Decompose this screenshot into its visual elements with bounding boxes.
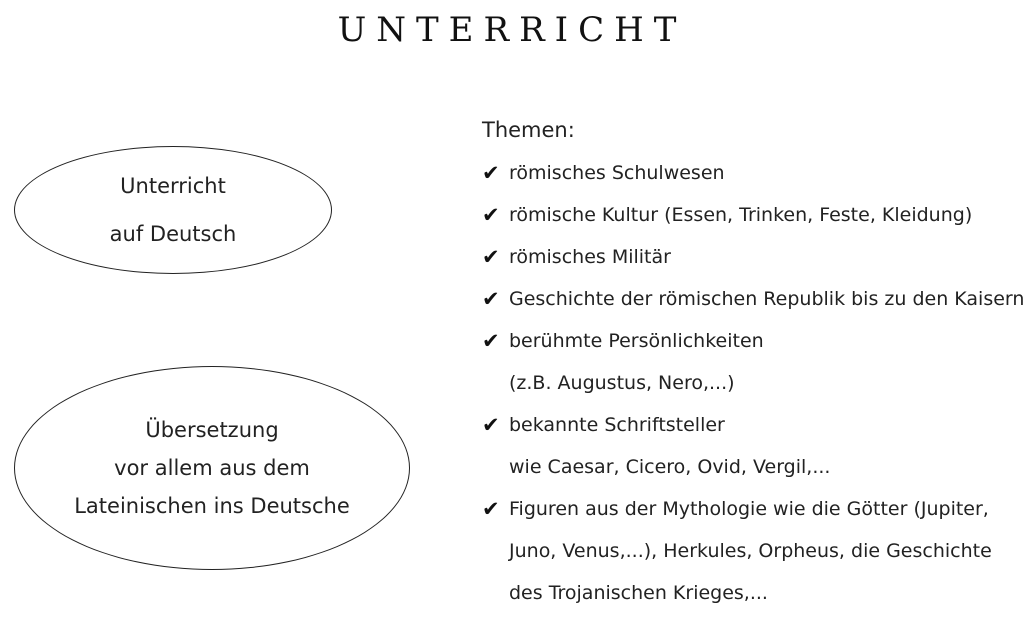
topic-line: römische Kultur (Essen, Trinken, Feste, Kleidung) (509, 204, 973, 226)
topic-line: römisches Militär (509, 246, 671, 268)
check-icon: ✔ (482, 497, 500, 521)
check-icon: ✔ (482, 413, 500, 437)
ellipse-1-line: auf Deutsch (109, 222, 237, 246)
list-item (482, 194, 1022, 236)
topic-line: bekannte Schriftsteller (509, 414, 725, 436)
check-icon: ✔ (482, 161, 500, 185)
topic-line: Juno, Venus,...), Herkules, Orpheus, die Geschichte (509, 540, 992, 562)
list-item (482, 152, 1022, 194)
topics-heading: Themen: (482, 118, 575, 142)
list-item (482, 278, 1022, 320)
ellipse-german-lessons (14, 146, 332, 274)
check-icon: ✔ (482, 287, 500, 311)
list-item (482, 320, 1022, 404)
check-icon: ✔ (482, 245, 500, 269)
topic-line: Geschichte der römischen Republik bis zu den Kaisern (509, 288, 1024, 310)
topic-line: (z.B. Augustus, Nero,...) (509, 372, 735, 394)
list-item (482, 236, 1022, 278)
topic-line: berühmte Persönlichkeiten (509, 330, 764, 352)
list-item (482, 404, 1022, 488)
topic-line: des Trojanischen Krieges,... (509, 582, 768, 604)
page-title: UNTERRICHT (337, 10, 687, 50)
topic-line: römisches Schulwesen (509, 162, 725, 184)
topics-section (482, 112, 1022, 614)
ellipse-2-line: Übersetzung (145, 418, 279, 442)
topic-line: wie Caesar, Cicero, Ovid, Vergil,... (509, 456, 831, 478)
ellipse-translation (14, 366, 410, 570)
ellipse-2-line: Lateinischen ins Deutsche (74, 494, 350, 518)
ellipse-2-line: vor allem aus dem (114, 456, 310, 480)
ellipse-1-line: Unterricht (120, 174, 226, 198)
check-icon: ✔ (482, 329, 500, 353)
list-item (482, 488, 1022, 614)
check-icon: ✔ (482, 203, 500, 227)
topic-list (482, 152, 1022, 614)
topic-line: Figuren aus der Mythologie wie die Götter (Jupiter, (509, 498, 989, 520)
